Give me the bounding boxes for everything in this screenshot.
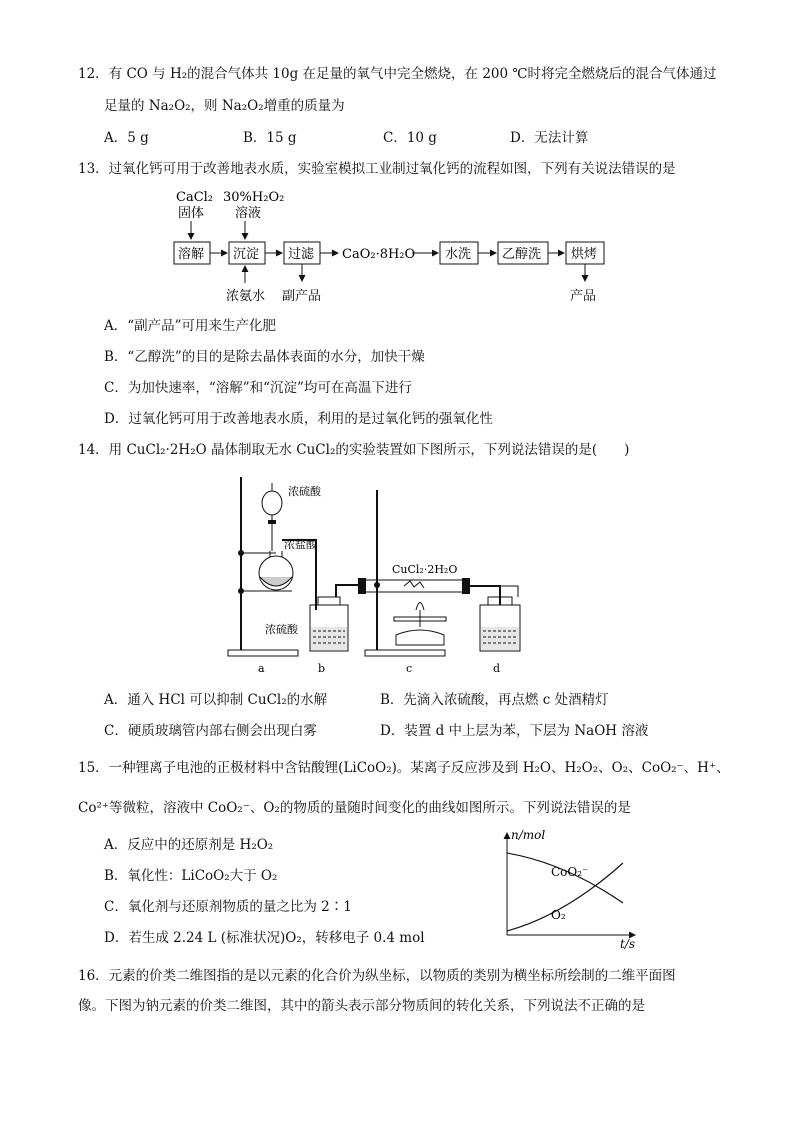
q15-graph bbox=[495, 825, 655, 950]
q12-option-d: D．无法计算 bbox=[510, 130, 589, 146]
q12-option-a: A．5 g bbox=[104, 130, 149, 146]
curve-coo2-label: CoO₂⁻ bbox=[551, 865, 589, 879]
stand-c-base bbox=[365, 650, 445, 656]
letter-a: a bbox=[258, 662, 265, 675]
q15-option-d: D．若生成 2.24 L (标准状况)O₂，转移电子 0.4 mol bbox=[104, 930, 425, 946]
q15-option-b: B．氧化性：LiCoO₂大于 O₂ bbox=[104, 868, 278, 884]
graph-x-label: t/s bbox=[620, 937, 636, 950]
flow-input2-line1: 30%H₂O₂ bbox=[223, 190, 285, 205]
label-conc-h2so4-bottle: 浓硫酸 bbox=[265, 623, 298, 636]
flow-input2-line2: 溶液 bbox=[235, 206, 262, 221]
graph-y-label: n/mol bbox=[511, 828, 546, 842]
flow-box-ethanol-wash-label: 乙醇洗 bbox=[502, 247, 542, 262]
letter-d: d bbox=[493, 662, 501, 675]
q14-option-c: C．硬质玻璃管内部右侧会出现白雾 bbox=[104, 723, 317, 739]
q13-option-b: B．“乙醇洗”的目的是除去晶体表面的水分，加快干燥 bbox=[104, 349, 425, 365]
q12-option-c: C．10 g bbox=[383, 130, 437, 146]
q15-stem-line1: 15．一种锂离子电池的正极材料中含钴酸锂(LiCoO₂)。某离子反应涉及到 H₂O、H₂O₂、O₂、CoO₂⁻、H⁺、 bbox=[78, 760, 730, 776]
q14-option-b: B．先滴入浓硫酸，再点燃 c 处酒精灯 bbox=[380, 692, 609, 708]
q16-stem-line1: 16．元素的价类二维图指的是以元素的化合价为纵坐标，以物质的类别为横坐标所绘制的二维平面图 bbox=[78, 968, 676, 984]
q15-stem-line2: Co²⁺等微粒，溶液中 CoO₂⁻、O₂的物质的量随时间变化的曲线如图所示。下列说法错误的是 bbox=[78, 800, 631, 816]
q14-apparatus bbox=[0, 465, 794, 680]
q12-stem-line2: 足量的 Na₂O₂，则 Na₂O₂增重的质量为 bbox=[104, 98, 345, 114]
flow-box-dissolve-label: 溶解 bbox=[178, 247, 205, 262]
flow-box-precipitate-label: 沉淀 bbox=[233, 247, 260, 262]
label-conc-hcl: 浓盐酸 bbox=[284, 538, 317, 551]
q12-stem-line1: 12．有 CO 与 H₂的混合气体共 10g 在足量的氧气中完全燃烧，在 200 ℃时将完全燃烧后的混合气体通过 bbox=[78, 66, 717, 82]
flow-box-filter-label: 过滤 bbox=[288, 247, 315, 262]
q13-flowchart bbox=[0, 183, 794, 313]
label-cucl2-tube: CuCl₂·2H₂O bbox=[392, 563, 458, 576]
q13-option-a: A．“副产品”可用来生产化肥 bbox=[104, 318, 277, 334]
q14-option-a: A．通入 HCl 可以抑制 CuCl₂的水解 bbox=[104, 692, 328, 708]
q14-option-d: D．装置 d 中上层为苯，下层为 NaOH 溶液 bbox=[380, 723, 649, 739]
q16-stem-line2: 像。下图为钠元素的价类二维图，其中的箭头表示部分物质间的转化关系，下列说法不正确的是 bbox=[78, 998, 645, 1014]
flow-byproduct: 副产品 bbox=[282, 289, 322, 304]
letter-b: b bbox=[318, 662, 326, 675]
flow-ammonia: 浓氨水 bbox=[226, 289, 266, 304]
label-conc-h2so4-top: 浓硫酸 bbox=[288, 485, 321, 498]
curve-o2-label: O₂ bbox=[551, 908, 566, 922]
flow-box-bake-label: 烘烤 bbox=[571, 247, 598, 262]
flow-input1-line1: CaCl₂ bbox=[176, 190, 214, 205]
q15-option-c: C．氧化剂与还原剂物质的量之比为 2∶1 bbox=[104, 899, 352, 915]
separatory-funnel bbox=[262, 491, 282, 515]
q15-option-a: A．反应中的还原剂是 H₂O₂ bbox=[104, 837, 274, 853]
flow-box-wash-label: 水洗 bbox=[445, 247, 472, 262]
q12-option-b: B．15 g bbox=[243, 130, 297, 146]
q13-option-d: D．过氧化钙可用于改善地表水质，利用的是过氧化钙的强氧化性 bbox=[104, 411, 493, 427]
stand-a-base bbox=[228, 650, 298, 656]
q13-stem: 13．过氧化钙可用于改善地表水质，实验室模拟工业制过氧化钙的流程如图，下列有关说法错误的是 bbox=[78, 161, 676, 177]
flow-intermediate: CaO₂·8H₂O bbox=[342, 247, 416, 262]
alcohol-lamp bbox=[396, 630, 444, 645]
q14-stem: 14．用 CuCl₂·2H₂O 晶体制取无水 CuCl₂的实验装置如下图所示，下列说法错误的是( ) bbox=[78, 442, 630, 458]
q13-option-c: C．为加快速率，“溶解”和“沉淀”均可在高温下进行 bbox=[104, 380, 412, 396]
letter-c: c bbox=[406, 662, 413, 675]
flow-product: 产品 bbox=[570, 289, 597, 304]
flow-input1-line2: 固体 bbox=[178, 206, 205, 221]
